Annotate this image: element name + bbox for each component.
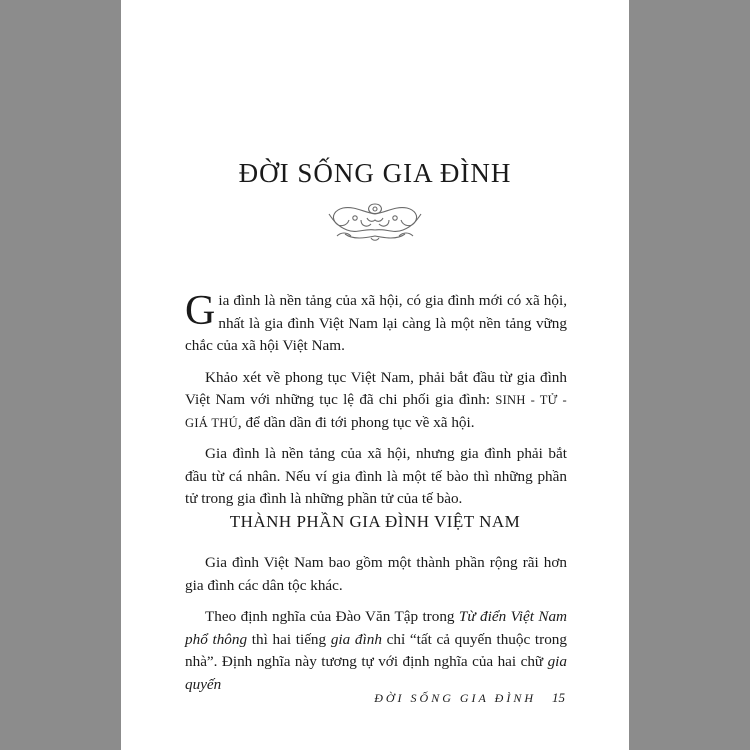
- drop-cap: G: [185, 288, 216, 334]
- section-paragraph-2: Theo định nghĩa của Đào Văn Tập trong Từ điển Việt Nam phổ thông thì hai tiếng gia đình chỉ “tất cả quyến thuộc trong nhà”. Định nghĩa này tương tự với định nghĩa của hai chữ gia quyến: [185, 608, 568, 693]
- page-number: 15: [552, 690, 565, 705]
- intro-paragraph-2: Khảo xét về phong tục Việt Nam, phải bắt đầu từ gia đình Việt Nam với những tục lệ đã chi phối gia đình: SINH - TỬ - GIÁ THÚ, để dần dần đi tới phong tục về xã hội.: [185, 368, 567, 431]
- intro-paragraph-1: Gia đình là nền tảng của xã hội, có gia đình mới có xã hội, nhất là gia đình Việt Nam lại càng là một nền tảng vững chắc của xã hội Việt Nam.: [185, 288, 567, 354]
- intro-paragraph-3: Gia đình là nền tảng của xã hội, nhưng gia đình phải bắt đầu từ cá nhân. Nếu ví gia đình là một tế bào thì những phần tử trong gia đình là những phần tử của tế bào.: [185, 445, 567, 507]
- section-text: [185, 552, 567, 705]
- section-paragraph-1: Gia đình Việt Nam bao gồm một thành phần rộng rãi hơn gia đình các dân tộc khác.: [185, 554, 567, 594]
- chapter-title: ĐỜI SỐNG GIA ĐÌNH: [238, 158, 512, 188]
- ornament-icon: [325, 200, 425, 242]
- section-heading: THÀNH PHẦN GIA ĐÌNH VIỆT NAM: [229, 512, 521, 531]
- book-page: [121, 0, 629, 750]
- intro-text: [185, 290, 567, 520]
- running-head: ĐỜI SỐNG GIA ĐÌNH: [374, 691, 536, 705]
- page-footer: [374, 690, 565, 706]
